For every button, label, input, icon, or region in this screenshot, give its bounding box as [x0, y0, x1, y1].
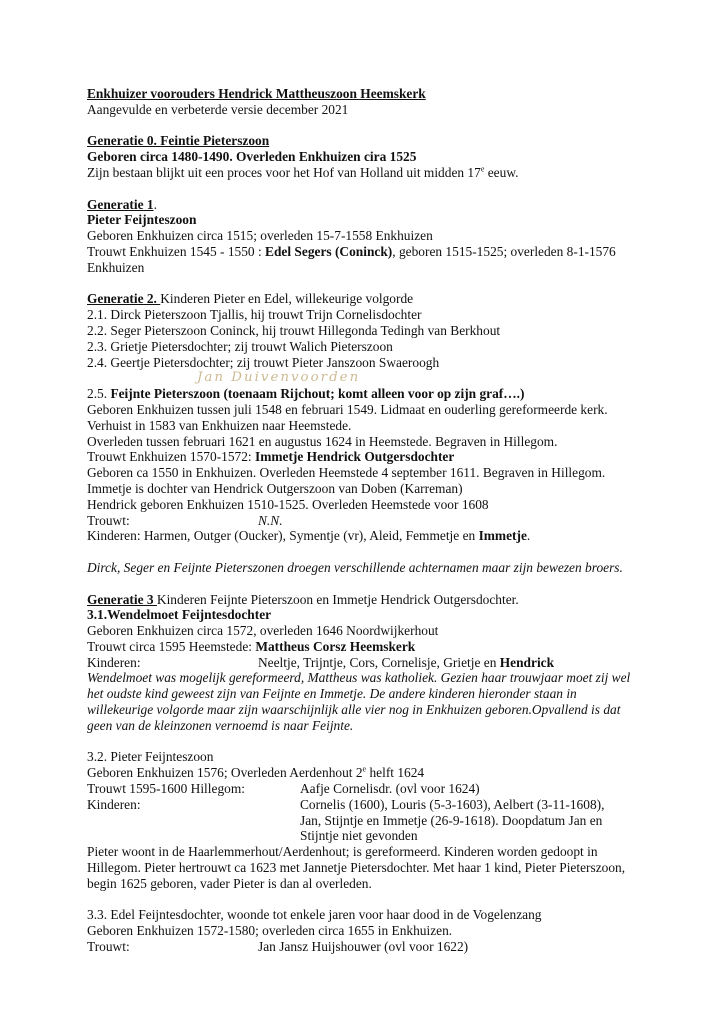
- gen1-marriage-cont: Enkhuizen: [87, 259, 145, 275]
- gen3-edel-name: 3.3. Edel Feijntesdochter, woonde tot enkele jaren voor haar dood in de Vogelenzang: [87, 907, 542, 923]
- gen2-feijnte-heading: 2.5. Feijnte Pieterszoon (toenaam Rijchout; komt alleen voor op zijn graf….): [87, 386, 525, 402]
- gen0-born-died: Geboren circa 1480-1490. Overleden Enkhuizen cira 1525: [87, 149, 417, 165]
- document-title: Enkhuizer voorouders Hendrick Mattheuszoon Heemskerk: [87, 86, 426, 101]
- gen3-heading: Generatie 3 Kinderen Feijnte Pieterszoon en Immetje Hendrick Outgersdochter.: [87, 591, 519, 607]
- gen2-spouse-line: Immetje is dochter van Hendrick Outgerszoon van Doben (Karreman): [87, 480, 463, 496]
- gen3-pieter-kinderen-cont: Stijntje niet gevonden: [300, 828, 418, 844]
- gen3-wendelmoet-note: geen van de kleinzonen vernoemd is naar Feijnte.: [87, 717, 354, 733]
- gen3-pieter-note: Hillegom. Pieter hertrouwt ca 1623 met Jannetje Pietersdochter. Met haar 1 kind, Pieter Pieterszoon,: [87, 860, 626, 876]
- gen3-pieter-born: Geboren Enkhuizen 1576; Overleden Aerdenhout 2e helft 1624: [87, 764, 425, 781]
- gen1-born: Geboren Enkhuizen circa 1515; overleden 15-7-1558 Enkhuizen: [87, 228, 433, 244]
- gen3-wendelmoet-note: willekeurige volgorde maar zijn waarschijnlijk alle vier nog in Enkhuizen geboren.Opvallend is dat: [87, 702, 621, 718]
- gen3-pieter-note: begin 1625 geboren, vader Pieter is dan al overleden.: [87, 875, 372, 891]
- gen2-note: Dirck, Seger en Feijnte Pieterszonen droegen verschillende achternamen maar zijn bewezen broers.: [87, 559, 623, 575]
- gen3-wendelmoet-born: Geboren Enkhuizen circa 1572, overleden 1646 Noordwijkerhout: [87, 623, 439, 639]
- gen2-child: 2.4. Geertje Pietersdochter; zij trouwt Pieter Janszoon Swaeroogh: [87, 354, 440, 370]
- gen3-wendelmoet-note: Wendelmoet was mogelijk gereformeerd, Mattheus was katholiek. Gezien haar trouwjaar moet zij wel: [87, 670, 631, 686]
- gen2-feijnte-line: Geboren Enkhuizen tussen juli 1548 en februari 1549. Lidmaat en ouderling gereformeerde kerk.: [87, 401, 608, 417]
- gen3-edel-born: Geboren Enkhuizen 1572-1580; overleden circa 1655 in Enkhuizen.: [87, 923, 453, 939]
- gen2-kinderen: Kinderen: Harmen, Outger (Oucker), Symentje (vr), Aleid, Femmetje en Immetje.: [87, 528, 531, 544]
- gen2-child: 2.3. Grietje Pietersdochter; zij trouwt Walich Pieterszoon: [87, 338, 393, 354]
- gen3-pieter-note: Pieter woont in de Haarlemmerhout/Aerdenhout; is gereformeerd. Kinderen worden gedoopt in: [87, 844, 598, 860]
- gen1-name: Pieter Feijnteszoon: [87, 212, 197, 228]
- gen3-wendelmoet-kinderen: Kinderen: Neeltje, Trijntje, Cors, Cornelisje, Grietje en Hendrick: [87, 654, 555, 670]
- gen2-child: 2.2. Seger Pieterszoon Coninck, hij trouwt Hillegonda Tedingh van Berkhout: [87, 322, 501, 338]
- gen2-child: 2.1. Dirck Pieterszoon Tjallis, hij trouwt Trijn Cornelisdochter: [87, 307, 422, 323]
- gen2-spouse-line: Geboren ca 1550 in Enkhuizen. Overleden Heemstede 4 september 1611. Begraven in Hillegom.: [87, 465, 606, 481]
- gen3-wendelmoet-marriage: Trouwt circa 1595 Heemstede: Mattheus Corsz Heemskerk: [87, 638, 416, 654]
- document-subtitle: Aangevulde en verbeterde versie december 2021: [87, 101, 349, 117]
- watermark: Jan Duivenvoorden: [197, 370, 361, 386]
- gen0-note: Zijn bestaan blijkt uit een proces voor het Hof van Holland uit midden 17e eeuw.: [87, 164, 519, 180]
- gen3-wendelmoet-note: het oudste kind geweest zijn van Feijnte en Immetje. De andere kinderen hieronder staan in: [87, 686, 577, 702]
- gen1-marriage: Trouwt Enkhuizen 1545 - 1550 : Edel Segers (Coninck), geboren 1515-1525; overleden 8-1-1576: [87, 243, 616, 259]
- gen2-spouse-line: Hendrick geboren Enkhuizen 1510-1525. Overleden Heemstede voor 1608: [87, 496, 489, 512]
- gen3-wendelmoet-name: 3.1.Wendelmoet Feijntesdochter: [87, 607, 272, 623]
- document-page: [87, 0, 687, 955]
- gen3-pieter-kinderen: Kinderen: Cornelis (1600), Louris (5-3-1603), Aelbert (3-11-1608),: [87, 796, 605, 812]
- gen3-pieter-kinderen-cont: Jan, Stijntje en Immetje (26-9-1618). Doopdatum Jan en: [300, 812, 603, 828]
- gen3-edel-marriage: Trouwt: Jan Jansz Huijshouwer (ovl voor 1622): [87, 939, 469, 955]
- gen2-trouwt-row: Trouwt: N.N.: [87, 512, 283, 528]
- gen1-heading: Generatie 1.: [87, 196, 157, 212]
- gen0-heading: Generatie 0. Feintie Pieterszoon: [87, 133, 270, 149]
- gen3-pieter-marriage: Trouwt 1595-1600 Hillegom: Aafje Cornelisdr. (ovl voor 1624): [87, 781, 480, 797]
- gen2-feijnte-line: Verhuist in 1583 van Enkhuizen naar Heemstede.: [87, 417, 352, 433]
- gen2-heading: Generatie 2. Kinderen Pieter en Edel, willekeurige volgorde: [87, 291, 414, 307]
- gen3-pieter-name: 3.2. Pieter Feijnteszoon: [87, 749, 214, 765]
- gen2-feijnte-marriage: Trouwt Enkhuizen 1570-1572: Immetje Hendrick Outgersdochter: [87, 449, 455, 465]
- gen2-feijnte-line: Overleden tussen februari 1621 en augustus 1624 in Heemstede. Begraven in Hillegom.: [87, 433, 558, 449]
